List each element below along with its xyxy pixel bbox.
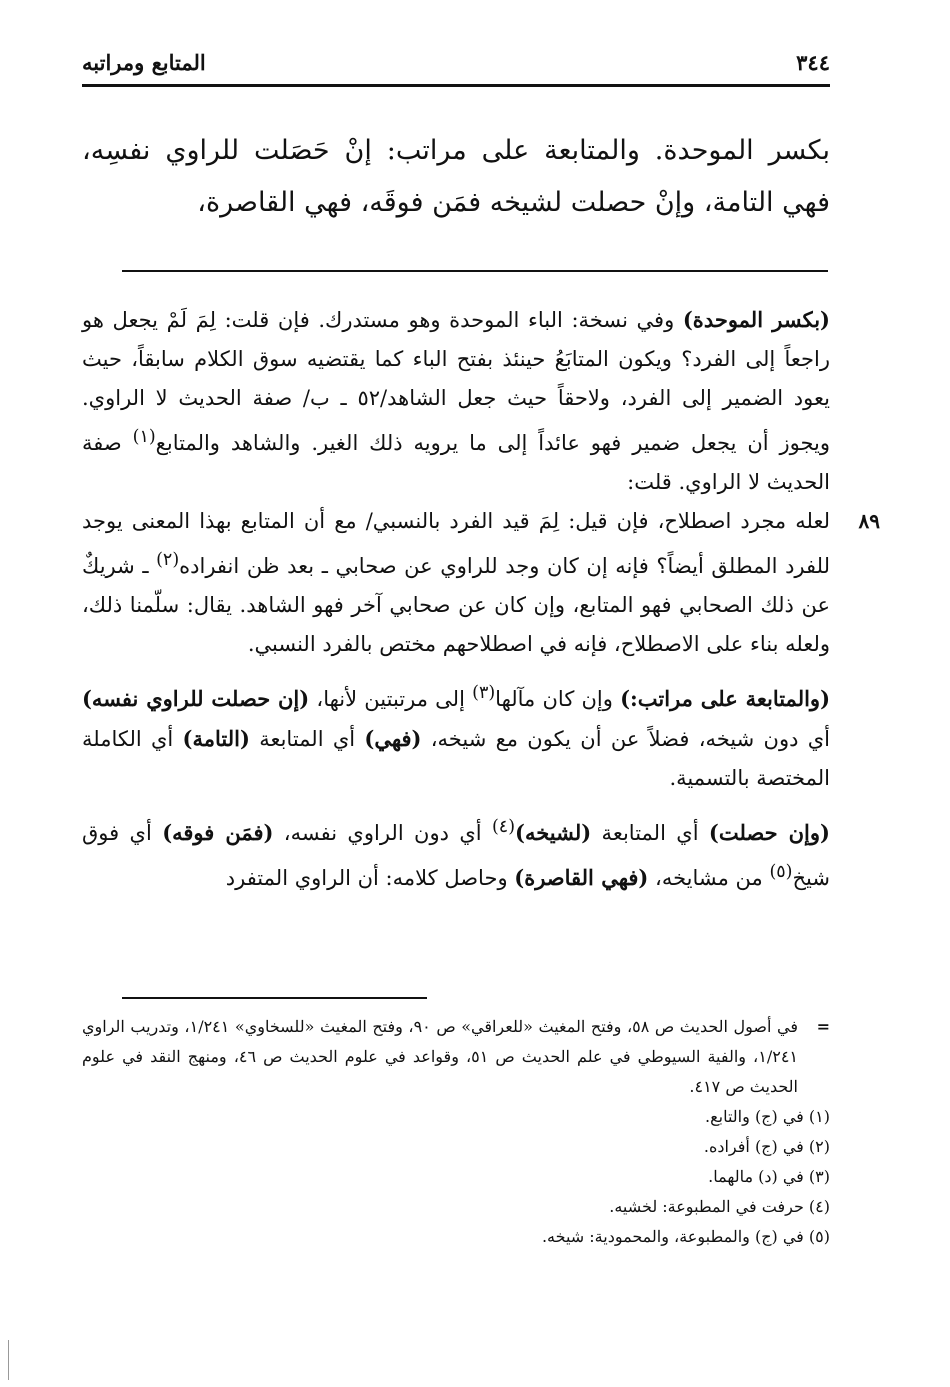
footnote-5: (٥) في (ج) والمطبوعة، والمحمودية: شيخه. [541, 1227, 830, 1246]
keyword-in-hasalat: (إن حصلت للراوي نفسه) [82, 686, 310, 711]
main-text-paragraph: بكسر الموحدة. والمتابعة على مراتب: إنْ حَصَلت للراوي نفسِه، فهي التامة، وإنْ حصلت لشيخه فمَن فوقَه، فهي القاصرة، [82, 135, 830, 218]
commentary-text: أي المتابعة [249, 727, 365, 751]
footnotes [82, 1012, 830, 1252]
commentary-text: ـ شريكٌ عن ذلك الصحابي فهو المتابع، وإن كان عن صحابي آخر فهو الشاهد. يقال: سلّمنا ذلك، ولعله بناء على الاصطلاح، فإنه في اصطلاحهم مختص بالفرد النسبي. [82, 554, 830, 656]
footnote-3: (٣) في (د) مالهما. [708, 1167, 830, 1186]
commentary-paragraph-3 [82, 808, 830, 898]
commentary-text: من مشايخه، [648, 866, 770, 890]
commentary-text: أي دون الراوي نفسه، [273, 821, 492, 845]
footnote-continuation-text: في أصول الحديث ص ٥٨، وفتح المغيث «للعراقي» ص ٩٠، وفتح المغيث «للسخاوي» ١/٢٤١، وتدريب الراوي ١/٢٤١، والفية السيوطي في علم الحديث ص ٥١، وقواعد في علوم الحديث ص ٤٦، ومنهج النقد في علوم الحديث ص ٤١٧. [82, 1017, 799, 1096]
footnote-ref-1: (١) [132, 427, 156, 447]
keyword-bikasr-al-muwahhada: (بكسر الموحدة) [682, 307, 830, 332]
running-header [82, 42, 830, 82]
keyword-at-tamma: (التامة) [182, 726, 250, 751]
page-edge-mark [8, 1340, 9, 1380]
commentary [82, 300, 880, 898]
main-text [82, 125, 830, 229]
keyword-li-shaykhihi: (لشيخه) [515, 820, 592, 845]
commentary-text: لعله مجرد اصطلاح، فإن قيل: لِمَ قيد الفرد بالنسبي/ مع أن المتابع بهذا المعنى يوجد للفرد المطلق أيضاً؟ فإنه إن كان وجد للراوي عن صحابي ـ بعد ظن انفراده [82, 509, 830, 578]
keyword-wa-in-hasalat: (وإن حصلت) [708, 820, 830, 845]
footnote-2: (٢) في (ج) أفراده. [703, 1137, 830, 1156]
commentary-text: وحاصل كلامه: أن الراوي المتفرد [225, 866, 515, 890]
keyword-al-mutaba-ala-maratib: (والمتابعة على مراتب:) [620, 686, 831, 711]
commentary-text: أي المتابعة [591, 821, 709, 845]
continuation-marker: = [816, 1017, 830, 1036]
commentary-text: وفي نسخة: الباء الموحدة وهو مستدرك. فإن قلت: لِمَ لَمْ يجعل هو راجعاً إلى الفرد؟ ويكون المتابَعُ حينئذ بفتح الباء كما يقتضيه سوق الكلام سابقاً، حيث يعود الضمير إلى الفرد، ولاحقاً حيث جعل الشاهد/٥٢ ـ ب/ صفة الحديث لا الراوي. ويجوز أن يجعل ضمير فهو عائداً إلى ما يرويه ذلك الغير. والشاهد والمتابع [82, 308, 831, 455]
footnote-ref-4: (٤) [491, 817, 516, 837]
commentary-paragraph-1 [82, 300, 880, 664]
footnote-separator [122, 997, 427, 999]
footnote-4: (٤) حرفت في المطبوعة: لخشيه. [609, 1197, 830, 1216]
commentary-text: أي دون شيخه، فضلاً عن أن يكون مع شيخه، [421, 727, 831, 751]
commentary-text: وإن كان مآلها [495, 687, 621, 711]
footnote-continuation [82, 1012, 830, 1102]
commentary-text: إلى مرتبتين لأنها، [309, 687, 473, 711]
commentary-text: صفة الحديث لا الراوي. قلت: [82, 431, 830, 494]
footnote-ref-5: (٥) [769, 862, 793, 882]
margin-number: ٨٩ [858, 509, 880, 533]
keyword-fahiya-al-qasira: (فهي القاصرة) [514, 865, 649, 890]
keyword-fahiya: (فهي) [364, 726, 422, 751]
chapter-title: المتابع ومراتبه [82, 49, 206, 75]
commentary-text: أي الكاملة المختصة بالتسمية. [82, 727, 830, 790]
footnote-1: (١) في (ج) والتابع. [705, 1107, 830, 1126]
main-text-separator [122, 270, 828, 272]
footnote-ref-2: (٢) [156, 550, 180, 570]
commentary-paragraph-2 [82, 674, 830, 798]
commentary-text: أي فوق شيخ [82, 821, 830, 890]
keyword-faman-fawqahu: (فمَن فوقه) [162, 820, 274, 845]
footnote-ref-3: (٣) [472, 683, 496, 703]
page-number: ٣٤٤ [796, 49, 830, 75]
header-rule [82, 84, 830, 87]
